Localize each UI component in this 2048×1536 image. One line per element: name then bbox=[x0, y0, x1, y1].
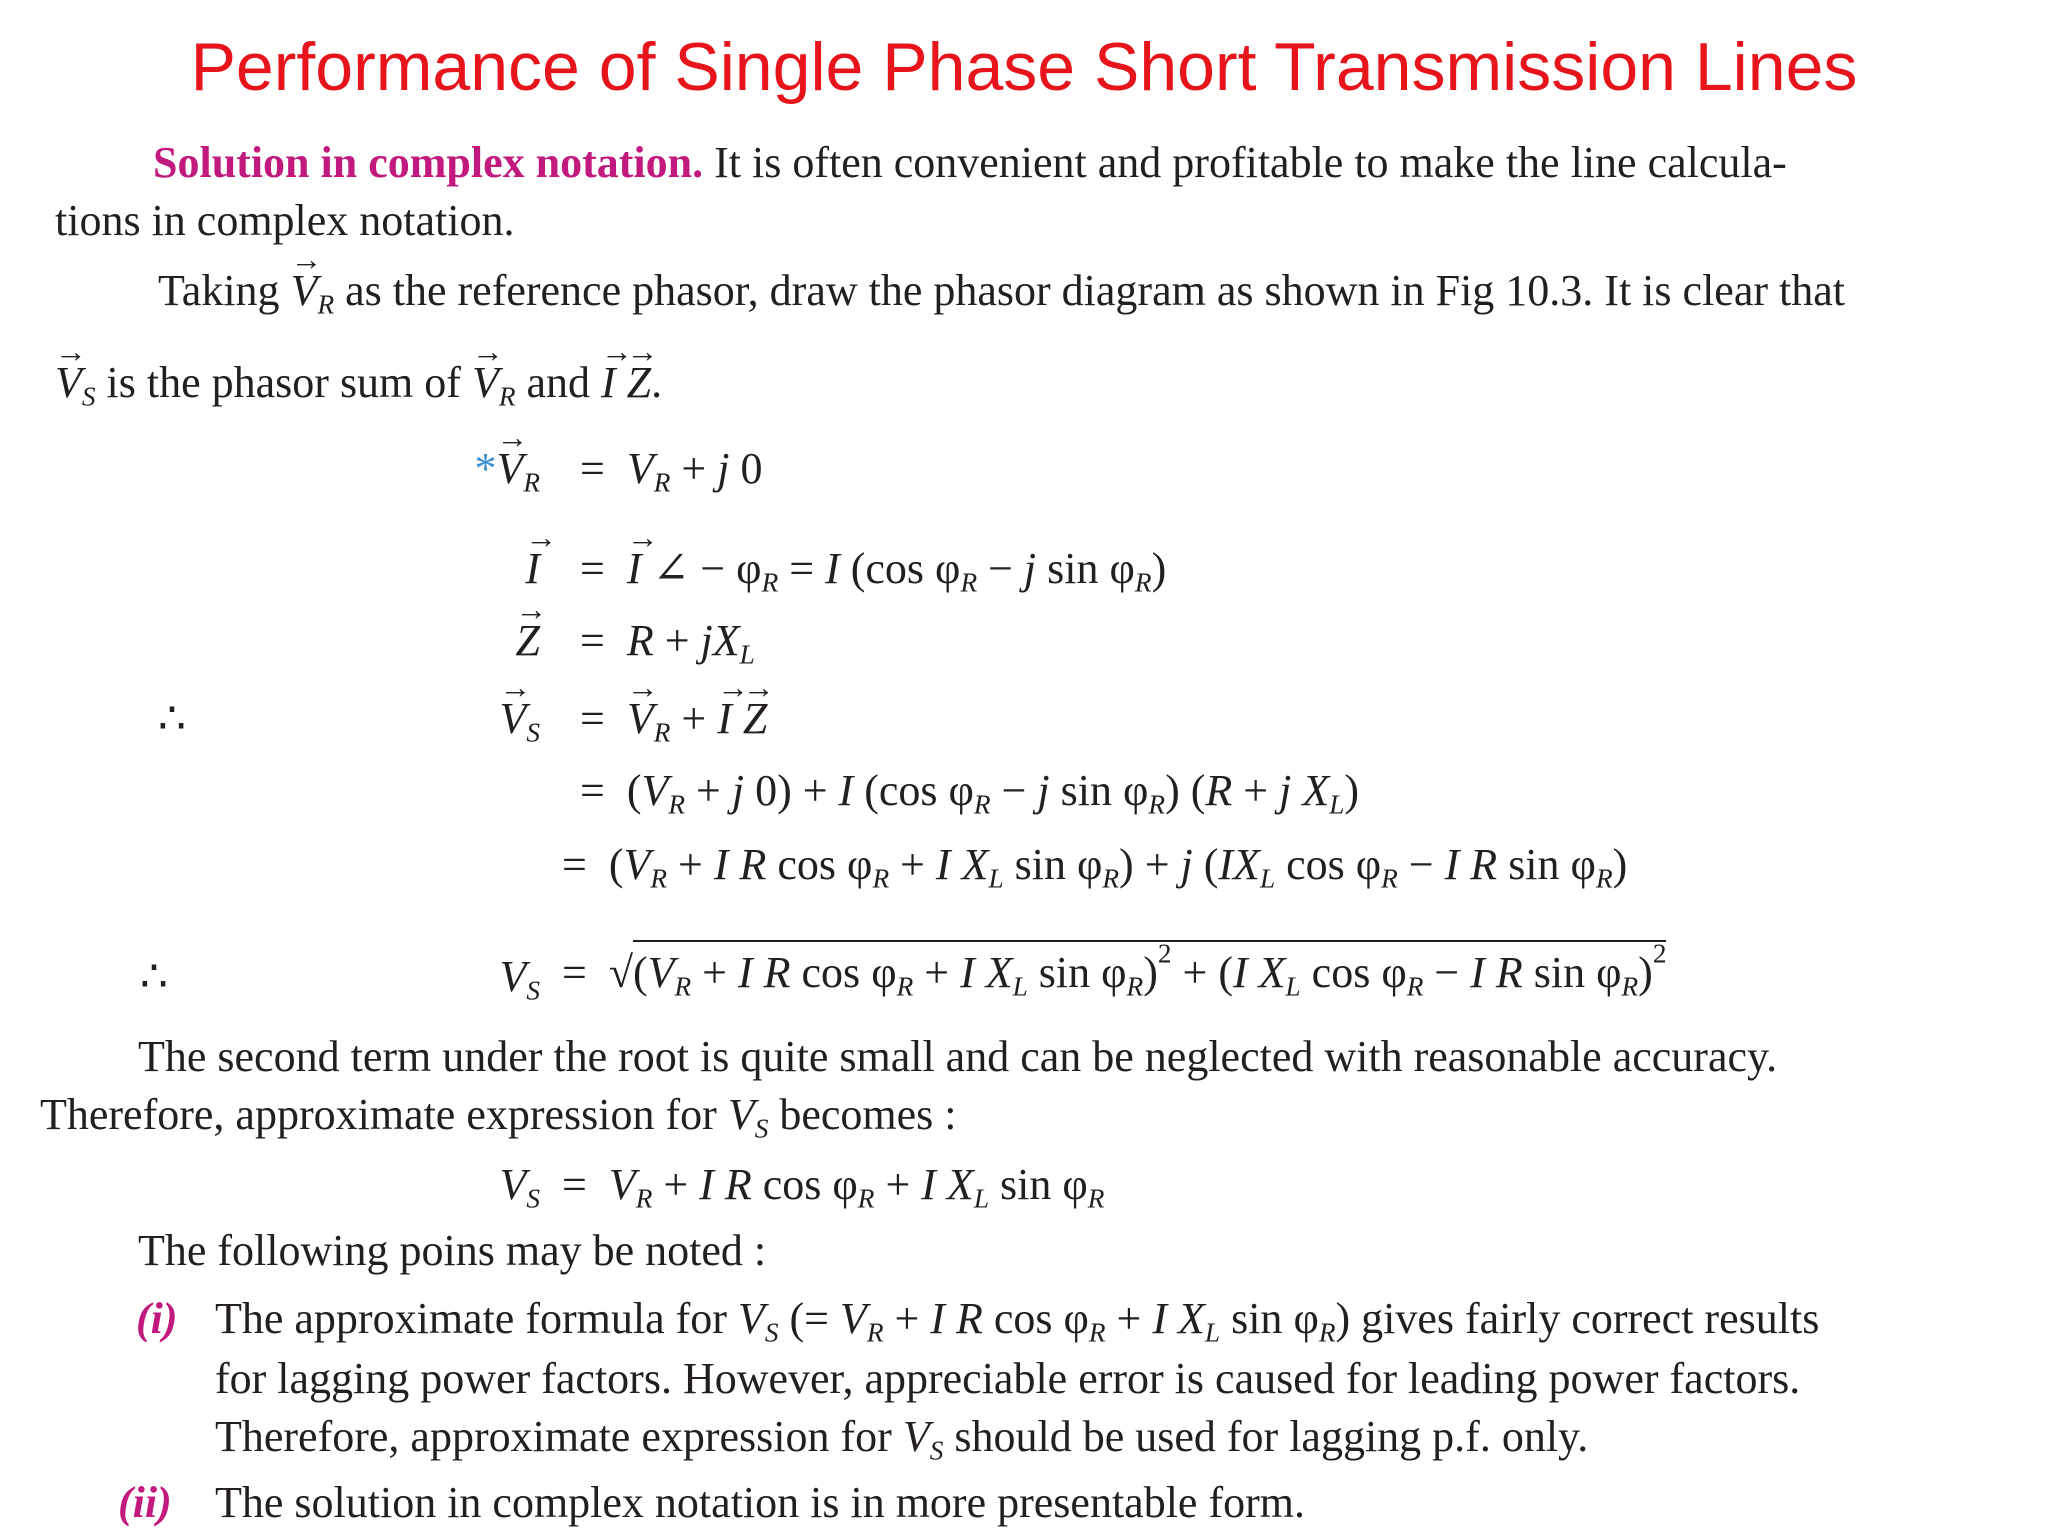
therefore-1: ∴ bbox=[158, 694, 186, 743]
eq5: = ($V_R + j$ 0) + I (cos $\varphi_R - j$ $\sin \varphi_R$) (R + j $X_L$) bbox=[580, 766, 1360, 820]
eq7: = $√(V_R + I$ R $\cos \varphi_R + I$ $X_L$ $\sin \varphi_R)^2 + (I$ $X_L$ $\cos \varphi_R - I$ R $\sin \varphi_R)^2$ bbox=[562, 938, 1667, 1002]
note2-line1: The solution in complex notation is in more presentable form. bbox=[215, 1478, 1305, 1527]
para3-line2a: Therefore, approximate expression for bbox=[40, 1090, 717, 1139]
eq1: = $V_R + j$ 0 bbox=[580, 444, 763, 498]
eq7-lhs: $V_S$ bbox=[499, 952, 540, 1006]
therefore-2: ∴ bbox=[140, 952, 168, 1001]
para4: The following poins may be noted : bbox=[138, 1226, 767, 1275]
note1-line1: The approximate formula for $V_S$ (= $V_R + I$ R $\cos \varphi_R + I$ $X_L$ $\sin \varphi_R$) gives fairly correct results bbox=[215, 1294, 1820, 1348]
para3-line1: The second term under the root is quite small and can be neglected with reasonable accuracy. bbox=[138, 1032, 1778, 1081]
page-title: Performance of Single Phase Short Transmission Lines bbox=[190, 29, 1858, 105]
eq8-lhs: $V_S$ bbox=[499, 1160, 540, 1214]
eq8: = $V_R + I$ R $\cos \varphi_R + I$ $X_L$ $\sin \varphi_R$ bbox=[562, 1160, 1105, 1214]
para2-line2a: is the phasor sum of bbox=[106, 358, 461, 407]
eq6: = ($V_R + I$ R $\cos \varphi_R + I$ $X_L$ $\sin \varphi_R) + j$ ($IX_L$ $\cos \varphi_R - I$ R $\sin \varphi_R$) bbox=[562, 840, 1628, 894]
note1-line2: for lagging power factors. However, appreciable error is caused for leading power factors. bbox=[215, 1354, 1801, 1403]
eq4: = → $V_R$ + → I → Z bbox=[580, 690, 767, 748]
eq4-lhs: → $V_S$ bbox=[400, 690, 540, 748]
eq3-lhs: → Z bbox=[400, 612, 540, 670]
para2-line1: Taking → $V_R$ as the reference phasor, draw the phasor diagram as shown in Fig 10.3. It is clear that bbox=[158, 262, 1845, 320]
note1-num: (i) bbox=[136, 1294, 178, 1343]
eq1-lhs: *→ $V_R$ bbox=[400, 440, 540, 498]
para1-line1 bbox=[153, 134, 1787, 192]
note1-line3: Therefore, approximate expression for $V_S$ should be used for lagging p.f. only. bbox=[215, 1412, 1589, 1466]
eq3: = $R + jX_L$ bbox=[580, 616, 755, 670]
para3-line2b: becomes : bbox=[779, 1090, 957, 1139]
eq2: = → I ∠ − $\varphi_R = I$ (cos $\varphi_R - j$ $\sin \varphi_R$) bbox=[580, 540, 1166, 598]
para2-mid: as the reference phasor, draw the phasor diagram as shown in Fig 10.3. It is clear that bbox=[345, 266, 1845, 315]
para1-line2: tions in complex notation. bbox=[55, 196, 515, 245]
para2-line2b: and bbox=[526, 358, 591, 407]
para2-taking: Taking bbox=[158, 266, 280, 315]
eq2-lhs: → I bbox=[400, 540, 540, 598]
para1-lead: Solution in complex notation. bbox=[153, 138, 704, 187]
para3-line2: Therefore, approximate expression for $V_S$ becomes : bbox=[40, 1090, 957, 1144]
para1-rest: It is often convenient and profitable to make the line calcula- bbox=[714, 138, 1787, 187]
para2-line2: → $V_S$ is the phasor sum of → $V_R$ and → I → Z. bbox=[55, 354, 662, 412]
note2-num: (ii) bbox=[118, 1478, 172, 1527]
